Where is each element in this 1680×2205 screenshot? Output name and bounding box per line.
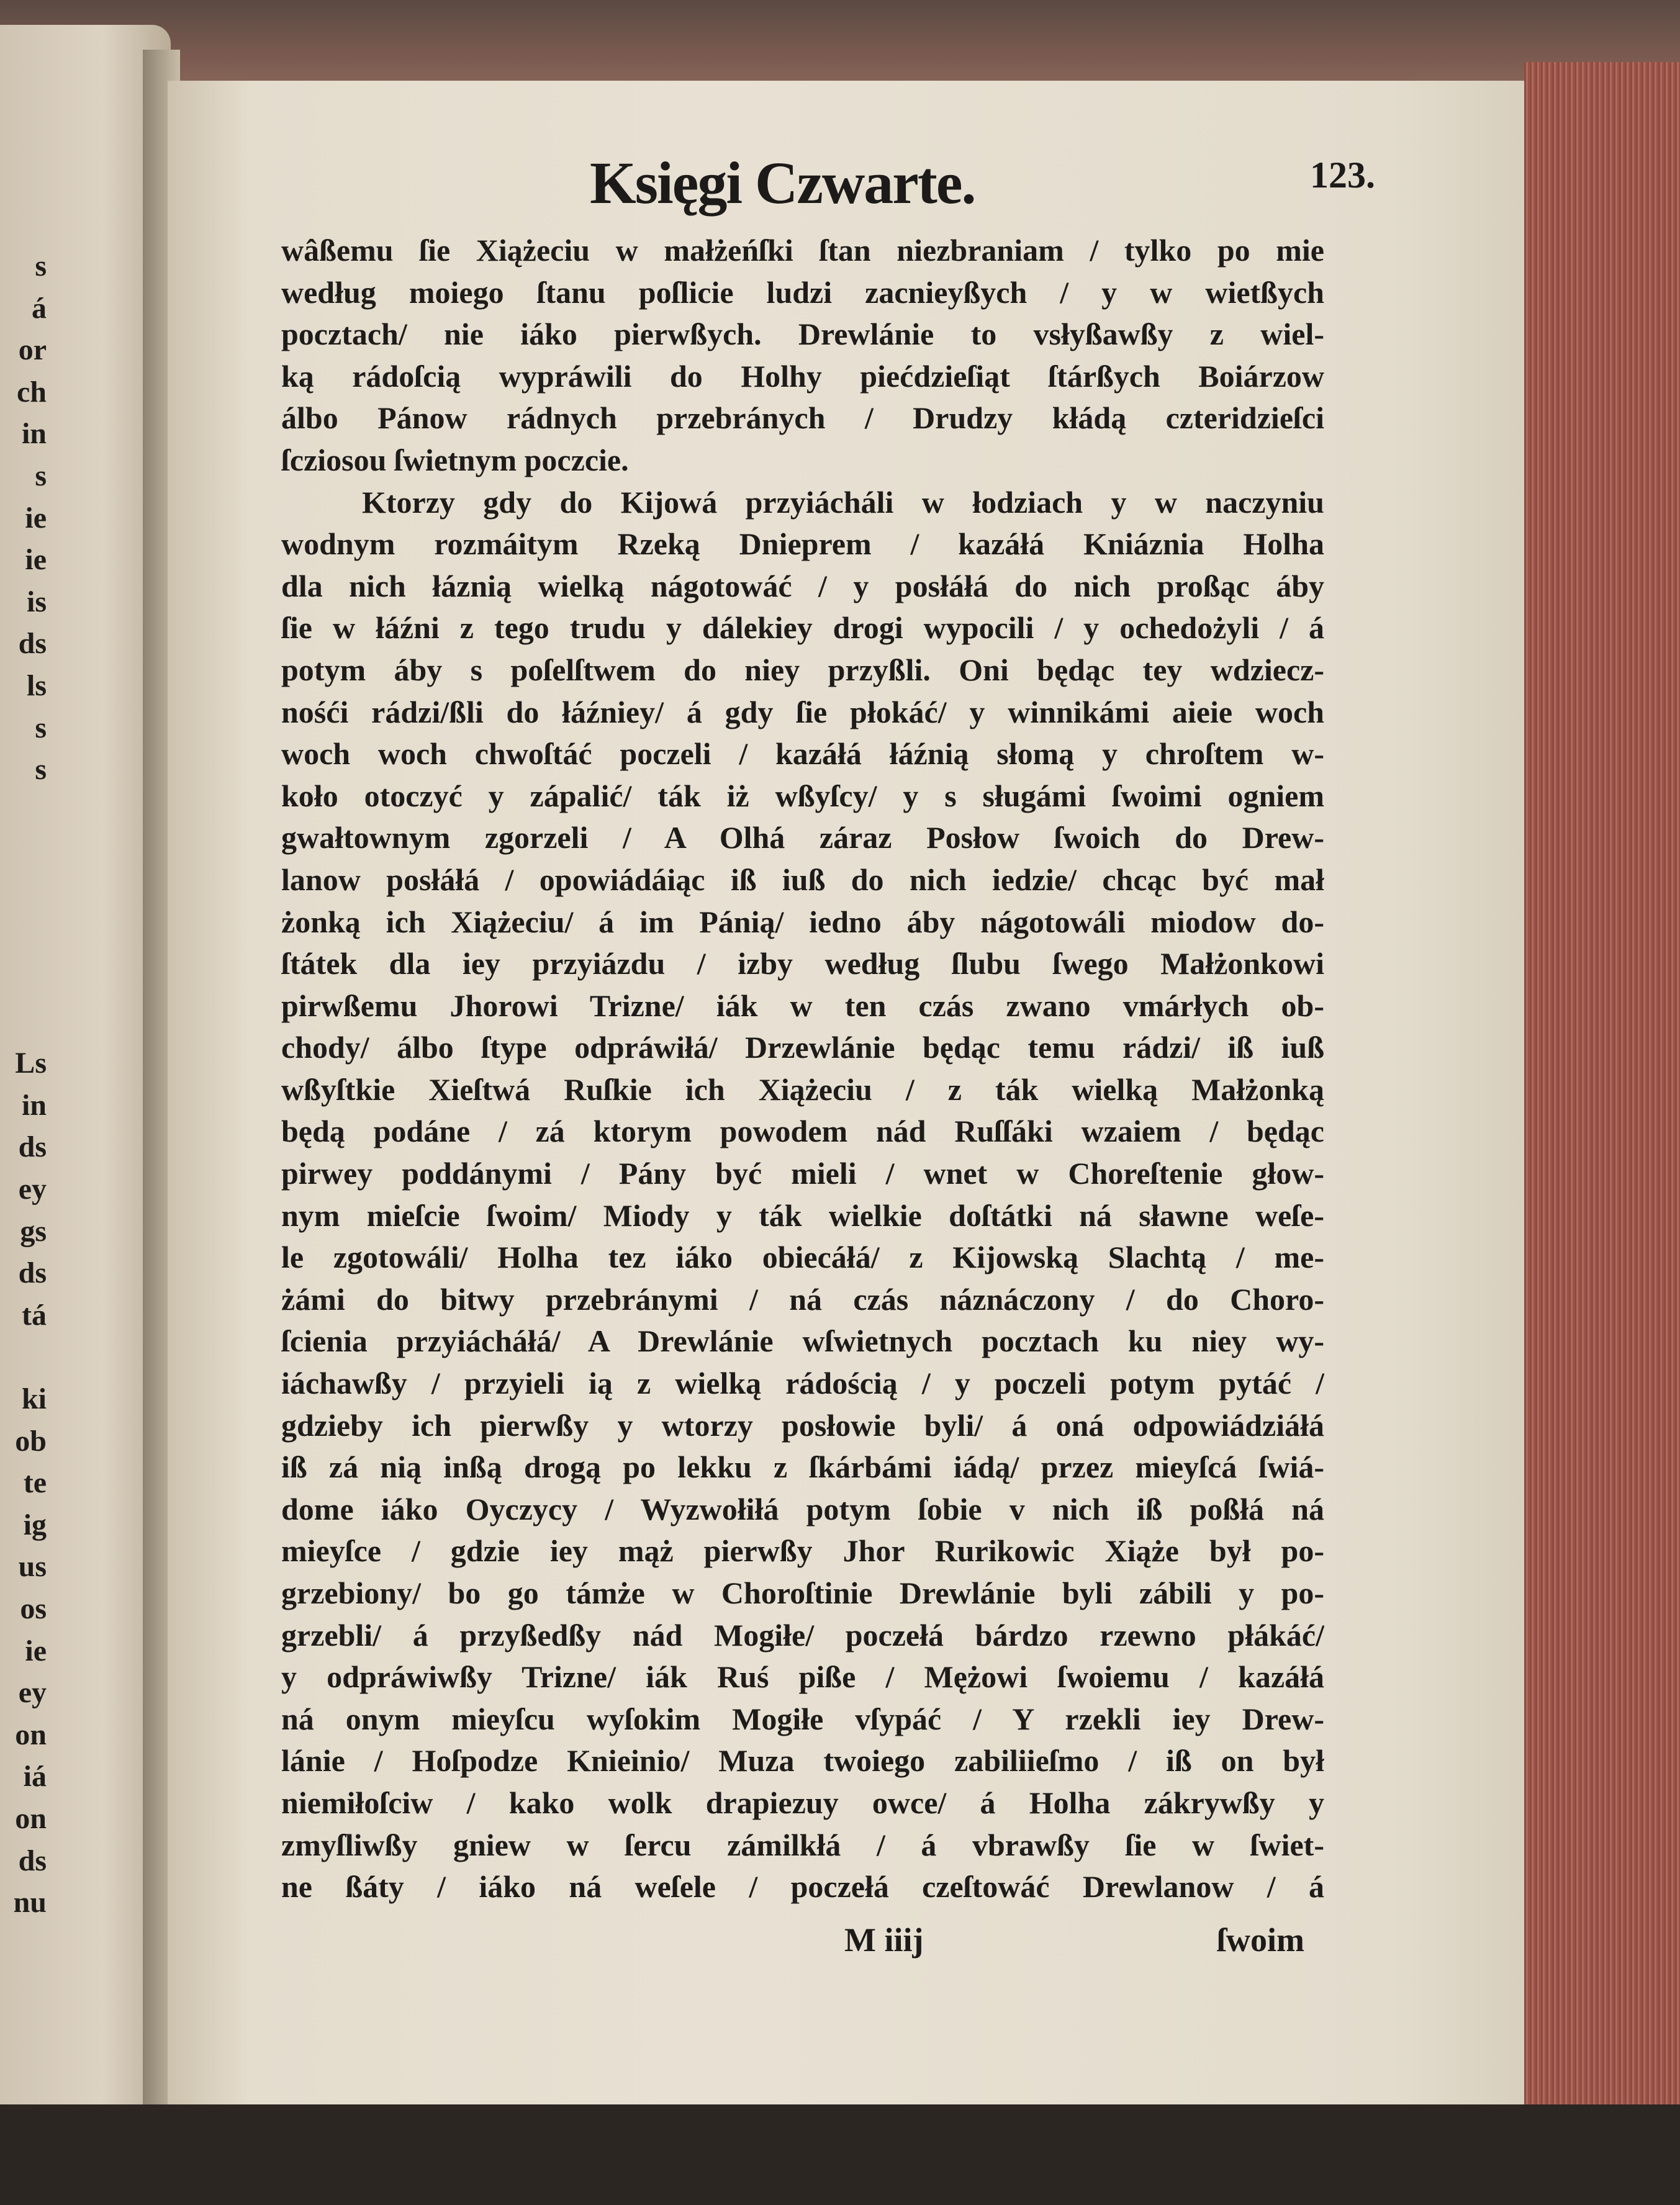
text-line: woch woch chwoſtáć poczeli / kazáłá łáźnią słomą y chroſtem w-	[281, 736, 1324, 772]
text-line: lánie / Hoſpodze Kniеinio/ Muza twoiego zabiliieſmo / iß on był	[281, 1743, 1324, 1779]
left-page-fragment: s	[35, 753, 47, 787]
left-page-fragment: ch	[17, 375, 47, 408]
left-page-fragment: os	[20, 1592, 47, 1625]
left-page-fragment: nu	[13, 1886, 47, 1919]
text-line: ką rádoſcią wypráwili do Holhy piećdzieſiąt ſtárßych Boiárzow	[281, 358, 1324, 394]
left-page-fragment: ey	[18, 1173, 47, 1206]
left-page-fragment: tá	[22, 1298, 47, 1332]
left-page-fragment: ie	[25, 1634, 47, 1667]
left-page-fragment: ds	[18, 627, 47, 661]
left-page-fragment	[0, 917, 47, 959]
left-page-fragment: te	[23, 1466, 47, 1500]
text-line: potym áby s poſelſtwem do niey przyßli. Oni będąc tey wdziecz-	[281, 652, 1324, 687]
body-text	[281, 230, 1324, 1908]
left-page-fragment	[0, 791, 47, 833]
text-line: ne ßáty / iáko ná weſele / poczełá czeſtowáć Drewlanow / á	[281, 1869, 1324, 1905]
left-page-fragment: in	[21, 417, 47, 451]
left-page-fragment: on	[15, 1801, 47, 1835]
text-line: ſcienia przyiácháłá/ A Drewlánie wſwietnych pocztach ku niey wy-	[281, 1323, 1324, 1359]
page-edges	[1524, 62, 1680, 2111]
text-line: grzebli/ á przyßedßy nád Mogiłe/ poczełá bárdzo rzewno płákáć/	[281, 1617, 1324, 1653]
catchword: ſwoim	[1217, 1921, 1304, 1959]
text-line: ſtátek dla iey przyiázdu / izby według ſlubu ſwego Małżonkowi	[281, 946, 1324, 981]
left-page-fragment: is	[26, 585, 47, 618]
text-line: iáchawßy / przyieli ią z wielką rádością / y poczeli potym pytáć /	[281, 1366, 1324, 1401]
left-page-fragment: gs	[20, 1214, 47, 1248]
left-page-fragment	[0, 1001, 47, 1043]
text-line: koło otoczyć y zápalić/ ták iż wßyſcy/ y s sługámi ſwoimi ogniem	[281, 778, 1324, 813]
left-page-fragment: s	[35, 250, 47, 282]
left-page-fragment: s	[35, 711, 47, 744]
text-line: pirwßemu Jhorowi Trizne/ iák w ten czás zwano vmárłych ob-	[281, 988, 1324, 1023]
left-page-fragment: in	[21, 1088, 47, 1122]
left-page-text-fragments	[0, 245, 47, 1924]
text-line: álbo Pánow rádnych przebránych / Drudzy kłádą czteridzieſci	[281, 400, 1324, 436]
text-line: żámi do bitwy przebránymi / ná czás náznáczony / do Choro-	[281, 1281, 1324, 1317]
left-page-fragment: or	[18, 333, 47, 367]
background	[0, 2104, 1680, 2205]
text-line: dla nich łáznią wielką nágotowáć / y posłáłá do nich proßąc áby	[281, 568, 1324, 603]
left-page-fragment: ie	[25, 501, 47, 534]
signature-mark: M iiij	[844, 1921, 924, 1959]
left-page-fragment	[0, 958, 47, 1001]
text-line: ſcziosou ſwietnym poczcie.	[281, 442, 629, 477]
left-page-fragment: ey	[18, 1676, 47, 1710]
text-line: nym mieſcie ſwoim/ Miody y ták wielkie doſtátki ná sławne weſe-	[281, 1197, 1324, 1233]
left-page-fragment	[0, 875, 47, 917]
left-page-fragment: ls	[26, 669, 47, 702]
left-page-fragment: s	[35, 459, 47, 492]
text-line: wâßemu ſie Xiążeciu w małżeńſki ſtan niezbraniam / tylko po mie	[281, 233, 1324, 268]
left-page-fragment: us	[18, 1550, 47, 1584]
text-line: chody/ álbo ſtype odpráwiłá/ Drzewlánie będąc temu rádzi/ iß iuß	[281, 1030, 1324, 1065]
left-page-fragment: iá	[23, 1760, 47, 1793]
left-page-fragment: ig	[23, 1508, 47, 1541]
left-page-fragment: ds	[18, 1130, 47, 1164]
left-page-fragment: ie	[25, 543, 47, 577]
left-page-fragment: ds	[18, 1844, 47, 1877]
text-line: gwałtownym zgorzeli / A Olhá záraz Posłow ſwoich do Drew-	[281, 820, 1324, 855]
text-line: pocztach/ nie iáko pierwßych. Drewlánie to vsłyßawßy z wiel-	[281, 317, 1324, 352]
text-line: Ktorzy gdy do Kijowá przyiácháli w łodziach y w naczyniu	[362, 484, 1324, 520]
text-line: gdzieby ich pierwßy y wtorzy posłowie byli/ á oná odpowiádziáłá	[281, 1407, 1324, 1443]
book-top-edge	[0, 0, 1680, 93]
left-page-fragment: ds	[18, 1256, 47, 1290]
text-line: mieyſce / gdzie iey mąż pierwßy Jhor Rurikowic Xiąże był po-	[281, 1533, 1324, 1569]
text-line: dome iáko Oyczycy / Wyzwołiłá potym ſobie v nich iß poßłá ná	[281, 1491, 1324, 1526]
left-page-fragment: á	[32, 291, 47, 325]
text-line: zmyſliwßy gniew w ſercu zámilkłá / á vbrawßy ſie w ſwiet-	[281, 1827, 1324, 1862]
text-line: wßyſtkie Xieſtwá Ruſkie ich Xiążeciu / z ták wielką Małżonką	[281, 1071, 1324, 1107]
text-line: lanow posłáłá / opowiádáiąc iß iuß do nich iedzie/ chcąc być mał	[281, 862, 1324, 897]
text-line: grzebiony/ bo go támże w Choroſtinie Drewlánie byli zábili y po-	[281, 1576, 1324, 1610]
text-line: le zgotowáli/ Holha tez iáko obiecáłá/ z Kijowską Slachtą / me-	[281, 1240, 1324, 1275]
page-number: 123.	[1310, 155, 1375, 196]
left-page-fragment: ob	[15, 1424, 47, 1458]
left-page-fragment: Ls	[15, 1047, 47, 1080]
text-line: pirwey poddánymi / Pány być mieli / wnet w Choreſtenie głow-	[281, 1156, 1324, 1191]
text-line: nośći rádzi/ßli do łáźniey/ á gdy ſie płokáć/ y winnikámi aieie woch	[281, 694, 1324, 729]
text-line: według moiego ſtanu poſlicie ludzi zacnieyßych / y w wietßych	[281, 274, 1324, 310]
left-page-fragment: ki	[21, 1382, 47, 1416]
running-head: Księgi Czwarte.	[590, 150, 975, 216]
left-page-fragment	[0, 1336, 47, 1378]
text-line: ſie w łáźni z tego trudu y dálekiey drogi wypocili / y ochedożyli / á	[281, 610, 1324, 646]
left-page-fragment: on	[15, 1718, 47, 1751]
left-page-fragment	[0, 832, 47, 875]
text-line: będą podáne / zá ktorym powodem nád Ruſſáki wzaiem / będąc	[281, 1114, 1324, 1149]
text-line: niemiłoſciw / kako wolk drapiezuy owce/ á Holha zákrywßy y	[281, 1785, 1324, 1820]
text-line: y odpráwiwßy Trizne/ iák Ruś piße / Mężowi ſwoiemu / kazáłá	[281, 1659, 1324, 1695]
text-line: wodnym rozmáitym Rzeką Dnieprem / kazáłá Kniáznia Holha	[281, 526, 1324, 562]
text-line: żonką ich Xiążeciu/ á im Pánią/ iedno áby nágotowáli miodow do-	[281, 904, 1324, 939]
text-line: ná onym mieyſcu wyſokim Mogiłe vſypáć / Y rzekli iey Drew-	[281, 1701, 1324, 1736]
text-line: iß zá nią inßą drogą po lekku z ſkárbámi iádą/ przez mieyſcá ſwiá-	[281, 1450, 1324, 1485]
